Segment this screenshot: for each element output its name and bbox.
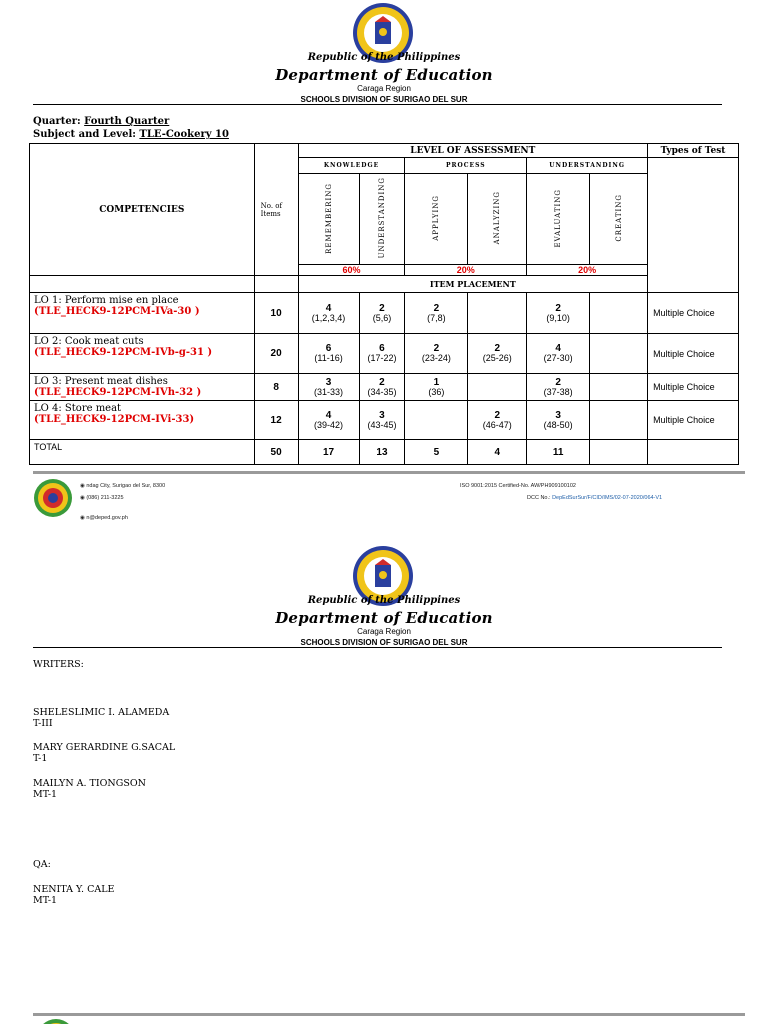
- placement-cell: [590, 374, 648, 401]
- placement-cell: [468, 374, 527, 401]
- group-process: PROCESS: [405, 158, 527, 174]
- competency-code: (TLE_HECK9-12PCM-IVa-30 ): [34, 306, 200, 317]
- total-cell: 4: [468, 440, 527, 465]
- types-header: Types of Test: [648, 144, 739, 158]
- footer-email: ◉ n@deped.gov.ph: [80, 515, 128, 521]
- writer-entry: [33, 778, 146, 800]
- footer-rule: [33, 1013, 745, 1016]
- total-type-empty: [648, 440, 739, 465]
- quarter-value: Fourth Quarter: [84, 116, 170, 127]
- placement-cell: 2 (34-35): [359, 374, 405, 401]
- placement-cell: 2 (5,6): [359, 293, 405, 334]
- total-cell: [590, 440, 648, 465]
- test-type: Multiple Choice: [648, 401, 739, 440]
- header-rule: [33, 104, 722, 105]
- test-type: Multiple Choice: [648, 334, 739, 374]
- placement-cell: 3 (31-33): [298, 374, 359, 401]
- qa-name: NENITA Y. CALE: [33, 884, 115, 895]
- writers-label: WRITERS:: [33, 659, 84, 670]
- items-count: 20: [254, 334, 298, 374]
- writer-entry: [33, 707, 169, 729]
- region-line: Caraga Region: [357, 627, 411, 636]
- footer-iso: ISO 9001:2015 Certified-No. AW/PH909100102: [460, 483, 576, 489]
- total-cell: 11: [527, 440, 590, 465]
- items-count: 10: [254, 293, 298, 334]
- placement-header: ITEM PLACEMENT: [298, 276, 647, 293]
- dcc-value: DepEdSurSur/F/CID/IMS/02-07-2020/064-V1: [552, 495, 663, 501]
- writer-name: MAILYN A. TIONGSON: [33, 778, 146, 789]
- footer-address: ◉ ndag City, Surigao del Sur, 8300: [80, 483, 166, 489]
- department-line: Department of Education: [275, 66, 493, 84]
- footer-dcc: [527, 495, 662, 501]
- percent-process: 20%: [405, 265, 527, 276]
- placement-cell: 2 (23-24): [405, 334, 468, 374]
- writer-entry: [33, 742, 175, 764]
- test-type: Multiple Choice: [648, 374, 739, 401]
- competency-lo: LO 4: Store meat: [34, 403, 122, 414]
- placement-cell: [590, 293, 648, 334]
- qa-entry: [33, 884, 114, 906]
- writer-title: MT-1: [33, 789, 58, 800]
- placement-cell: [590, 401, 648, 440]
- subject-line: [33, 129, 229, 140]
- republic-line: Republic of the Philippines: [307, 595, 461, 606]
- table-of-specifications: [29, 143, 739, 465]
- qa-title: MT-1: [33, 895, 58, 906]
- placement-cell: [405, 401, 468, 440]
- group-knowledge: KNOWLEDGE: [298, 158, 405, 174]
- writer-title: T-III: [33, 718, 53, 729]
- test-type: Multiple Choice: [648, 293, 739, 334]
- region-line: Caraga Region: [357, 84, 411, 93]
- competencies-header: COMPETENCIES: [30, 144, 255, 276]
- total-cell: 17: [298, 440, 359, 465]
- writer-name: SHELESLIMIC I. ALAMEDA: [33, 707, 170, 718]
- level-evaluating: EVALUATING: [527, 174, 590, 265]
- placement-cell: 2 (9,10): [527, 293, 590, 334]
- total-label: TOTAL: [30, 440, 255, 465]
- placement-cell: 1 (36): [405, 374, 468, 401]
- writer-name: MARY GERARDINE G.SACAL: [33, 742, 176, 753]
- level-understanding: UNDERSTANDING: [359, 174, 405, 265]
- competency-code: (TLE_HECK9-12PCM-IVh-32 ): [34, 387, 202, 398]
- table-row: [30, 401, 739, 440]
- items-count: 12: [254, 401, 298, 440]
- placement-spacer-items: [254, 276, 298, 293]
- level-remembering: REMEMBERING: [298, 174, 359, 265]
- level-applying: APPLYING: [405, 174, 468, 265]
- percent-understanding: 20%: [527, 265, 648, 276]
- placement-cell: 3 (48-50): [527, 401, 590, 440]
- competency-cell: [30, 374, 255, 401]
- dcc-label: DCC No.:: [527, 495, 551, 501]
- competency-cell: [30, 401, 255, 440]
- competency-lo: LO 1: Perform mise en place: [34, 295, 179, 306]
- header-rule: [33, 647, 722, 648]
- level-creating: CREATING: [590, 174, 648, 265]
- competency-lo: LO 3: Present meat dishes: [34, 376, 168, 387]
- total-items: 50: [254, 440, 298, 465]
- footer-rule: [33, 471, 745, 474]
- level-header: LEVEL OF ASSESSMENT: [298, 144, 647, 158]
- types-header-spacer: [648, 158, 739, 293]
- placement-cell: 6 (17-22): [359, 334, 405, 374]
- location-icon: ◉: [80, 483, 85, 489]
- placement-cell: [468, 293, 527, 334]
- placement-cell: 2 (25-26): [468, 334, 527, 374]
- footer-phone: ◉ (086) 211-3225: [80, 495, 124, 501]
- quarter-label: Quarter:: [33, 116, 81, 127]
- competency-cell: [30, 293, 255, 334]
- department-line: Department of Education: [275, 609, 493, 627]
- items-count: 8: [254, 374, 298, 401]
- placement-cell: 4 (1,2,3,4): [298, 293, 359, 334]
- total-cell: 13: [359, 440, 405, 465]
- division-logo: [33, 478, 73, 518]
- phone-icon: ◉: [80, 495, 85, 501]
- level-analyzing: ANALYZING: [468, 174, 527, 265]
- placement-cell: 6 (11-16): [298, 334, 359, 374]
- placement-cell: 2 (37-38): [527, 374, 590, 401]
- total-row: [30, 440, 739, 465]
- writer-title: T-1: [33, 753, 48, 764]
- placement-cell: 2 (7,8): [405, 293, 468, 334]
- competency-lo: LO 2: Cook meat cuts: [34, 336, 144, 347]
- competency-code: (TLE_HECK9-12PCM-IVi-33): [34, 414, 195, 425]
- email-icon: ◉: [80, 515, 85, 521]
- items-header: No. of Items: [254, 144, 298, 276]
- placement-cell: 3 (43-45): [359, 401, 405, 440]
- division-logo: [36, 1018, 76, 1024]
- table-row: [30, 293, 739, 334]
- group-understanding: UNDERSTANDING: [527, 158, 648, 174]
- quarter-line: [33, 116, 169, 127]
- placement-cell: [590, 334, 648, 374]
- subject-value: TLE-Cookery 10: [139, 129, 229, 140]
- division-line: SCHOOLS DIVISION OF SURIGAO DEL SUR: [300, 95, 468, 104]
- table-row: [30, 374, 739, 401]
- competency-code: (TLE_HECK9-12PCM-IVb-g-31 ): [34, 347, 213, 358]
- competency-cell: [30, 334, 255, 374]
- qa-label: QA:: [33, 859, 51, 870]
- placement-spacer-left: [30, 276, 255, 293]
- placement-cell: 2 (46-47): [468, 401, 527, 440]
- division-line: SCHOOLS DIVISION OF SURIGAO DEL SUR: [300, 638, 468, 647]
- total-cell: 5: [405, 440, 468, 465]
- percent-knowledge: 60%: [298, 265, 405, 276]
- placement-cell: 4 (39-42): [298, 401, 359, 440]
- subject-label: Subject and Level:: [33, 129, 136, 140]
- republic-line: Republic of the Philippines: [307, 52, 461, 63]
- placement-cell: 4 (27-30): [527, 334, 590, 374]
- table-row: [30, 334, 739, 374]
